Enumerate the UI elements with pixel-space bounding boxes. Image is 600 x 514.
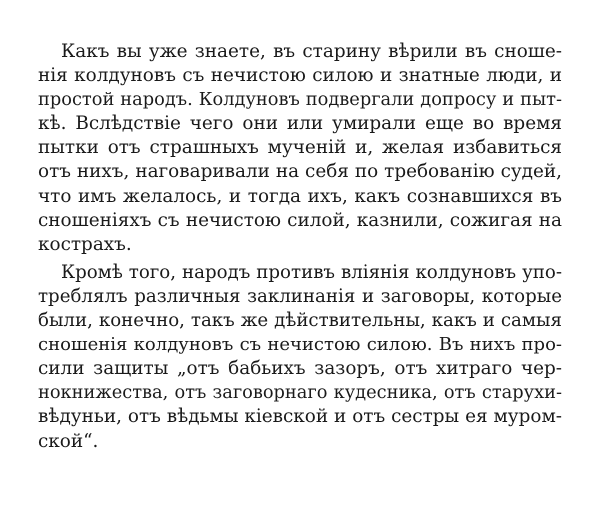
text-line: вѣдуньи, отъ вѣдьмы кіевской и отъ сестры ея муром- xyxy=(38,406,562,428)
text-line: сношеніяхъ съ нечистою силой, казнили, сожигая на xyxy=(38,209,562,231)
text-line: что имъ желалось, и тогда ихъ, какъ сознавшихся въ xyxy=(38,185,562,207)
text-line: были, конечно, такъ же дѣйствительны, какъ и самыя xyxy=(38,310,562,332)
text-line: треблялъ различныя заклинанія и заговоры, которые xyxy=(38,285,562,307)
paragraph-2 xyxy=(38,261,562,454)
text-line: пытки отъ страшныхъ мученій и, желая избавиться xyxy=(38,137,562,159)
text-line: ской“. xyxy=(38,430,99,452)
text-line: простой народъ. Колдуновъ подвергали допросу и пыт- xyxy=(38,89,562,111)
text-line: сили защиты „отъ бабьихъ зазоръ, отъ хитраго чер- xyxy=(38,358,562,380)
text-line: нія колдуновъ съ нечистою силою и знатные люди, и xyxy=(38,65,562,87)
text-line: нокнижества, отъ заговорнаго кудесника, отъ старухи- xyxy=(38,382,562,404)
paragraph-1 xyxy=(38,40,562,257)
text-line: Кромѣ того, народъ противъ вліянія колдуновъ упо- xyxy=(61,261,562,283)
text-line: отъ нихъ, наговаривали на себя по требованію судей, xyxy=(38,161,562,183)
text-line: кѣ. Вслѣдствіе чего они или умирали еще во время xyxy=(38,113,562,135)
text-line: кострахъ. xyxy=(38,233,132,255)
text-line: Какъ вы уже знаете, въ старину вѣрили въ сноше- xyxy=(61,41,562,62)
text-line: сношенія колдуновъ съ нечистою силою. Въ нихъ про- xyxy=(38,334,562,356)
